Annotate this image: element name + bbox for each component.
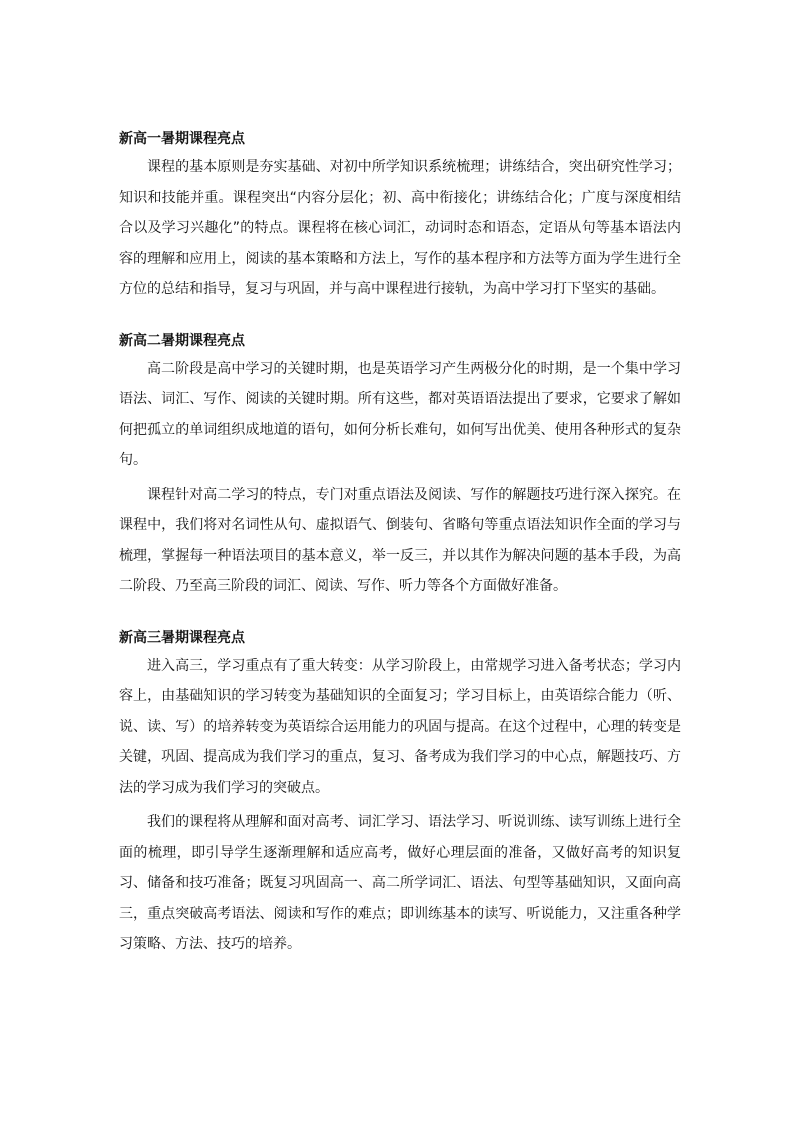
section-paragraph: 高二阶段是高中学习的关键时期，也是英语学习产生两极分化的时期，是一个集中学习语法、词汇、写作、阅读的关键时期。所有这些，都对英语语法提出了要求，它要求了解如何把孤立的单词组织成地道的语句，如何分析长难句，如何写出优美、使用各种形式的复杂句。 bbox=[119, 360, 681, 468]
section-grade-12 bbox=[119, 625, 681, 960]
document-page bbox=[119, 126, 681, 960]
section-heading: 新高二暑期课程亮点 bbox=[119, 332, 245, 349]
section-heading: 新高三暑期课程亮点 bbox=[119, 629, 245, 646]
section-paragraph: 我们的课程将从理解和面对高考、词汇学习、语法学习、听说训练、读写训练上进行全面的梳理，即引导学生逐渐理解和适应高考，做好心理层面的准备，又做好高考的知识复习、储备和技巧准备；既复习巩固高一、高二所学词汇、语法、句型等基础知识，又面向高三，重点突破高考语法、阅读和写作的难点；即训练基本的读写、听说能力，又注重各种学习策略、方法、技巧的培养。 bbox=[119, 814, 681, 952]
section-heading: 新高一暑期课程亮点 bbox=[119, 131, 245, 147]
section-paragraph: 课程针对高二学习的特点，专门对重点语法及阅读、写作的解题技巧进行深入探究。在课程中，我们将对名词性从句、虚拟语气、倒装句、省略句等重点语法知识作全面的学习与梳理，掌握每一种语法项目的基本意义，举一反三，并以其作为解决问题的基本手段，为高二阶段、乃至高三阶段的词汇、阅读、写作、听力等各个方面做好准备。 bbox=[119, 486, 681, 594]
section-grade-11 bbox=[119, 328, 681, 602]
section-paragraph: 进入高三，学习重点有了重大转变：从学习阶段上，由常规学习进入备考状态；学习内容上，由基础知识的学习转变为基础知识的全面复习；学习目标上，由英语综合能力（听、说、读、写）的培养转变为英语综合运用能力的巩固与提高。在这个过程中，心理的转变是关键，巩固、提高成为我们学习的重点，复习、备考成为我们学习的中心点，解题技巧、方法的学习成为我们学习的突破点。 bbox=[119, 657, 681, 796]
section-paragraph: 课程的基本原则是夯实基础、对初中所学知识系统梳理；讲练结合，突出研究性学习；知识和技能并重。课程突出“内容分层化；初、高中衔接化；讲练结合化；广度与深度相结合以及学习兴趣化”的特点。课程将在核心词汇，动词时态和语态，定语从句等基本语法内容的理解和应用上，阅读的基本策略和方法上，写作的基本程序和方法等方面为学生进行全方位的总结和指导，复习与巩固，并与高中课程进行接轨，为高中学习打下坚实的基础。 bbox=[119, 159, 681, 297]
section-grade-10 bbox=[119, 126, 681, 305]
